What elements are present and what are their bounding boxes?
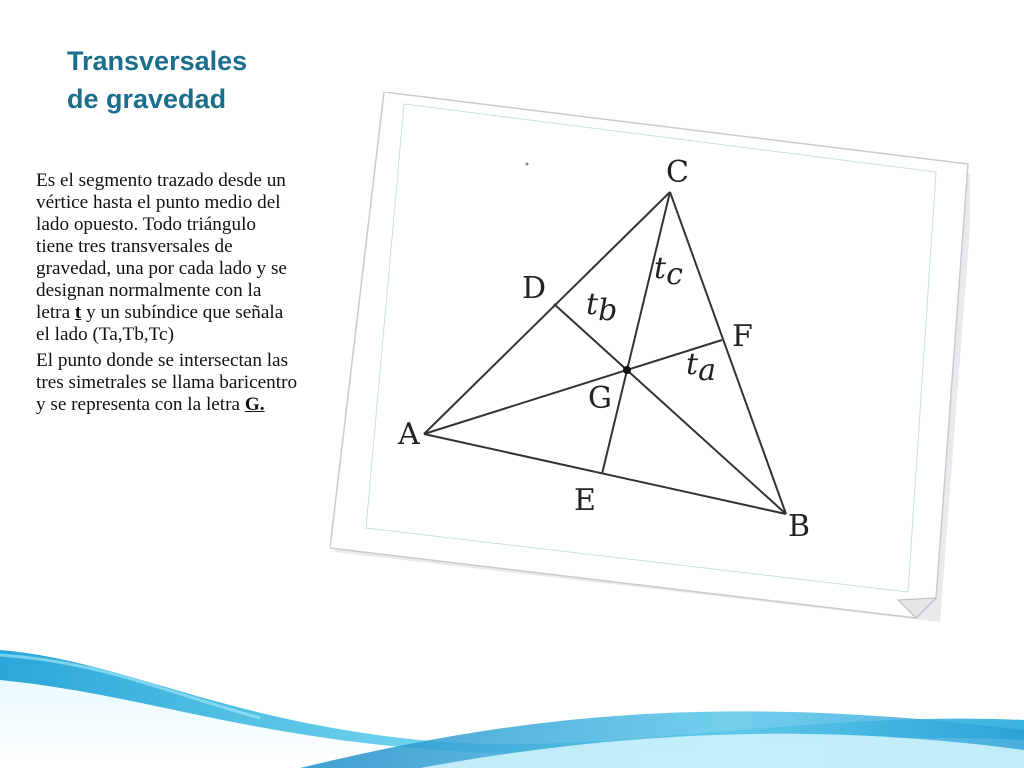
paragraph-baricentro <box>36 350 298 416</box>
label-f: F <box>732 319 753 354</box>
decorative-waves <box>0 600 1024 768</box>
letter-t: t <box>74 302 82 323</box>
page-title <box>67 42 327 118</box>
label-tc: tc <box>654 251 683 292</box>
speck <box>526 163 529 166</box>
baricentro-text: El punto donde se intersectan las tres simetrales se llama baricentro y se representa con la letra <box>36 350 298 415</box>
centroid-point <box>623 366 631 374</box>
body-text <box>36 170 298 420</box>
label-tb: tb <box>586 287 618 328</box>
label-b: B <box>788 509 811 544</box>
triangle-figure <box>330 92 970 622</box>
paragraph-definition <box>36 170 298 346</box>
label-a: A <box>398 417 420 452</box>
label-c: C <box>666 155 689 190</box>
label-ta: ta <box>686 347 716 388</box>
label-d: D <box>522 271 547 306</box>
definition-text: Es el segmento trazado desde un vértice hasta el punto medio del lado opuesto. Todo triángulo tiene tres transversales de gravedad, una por cada lado y se designan normalmente con la letra <box>36 170 287 323</box>
label-g: G <box>588 381 612 416</box>
letter-g: G. <box>244 394 265 415</box>
title-line-2: de gravedad <box>67 84 227 114</box>
title-line-1: Transversales <box>67 46 248 76</box>
definition-text-end: y un subíndice que señala el lado (Ta,Tb,Tc) <box>36 302 284 345</box>
label-e: E <box>574 483 596 518</box>
